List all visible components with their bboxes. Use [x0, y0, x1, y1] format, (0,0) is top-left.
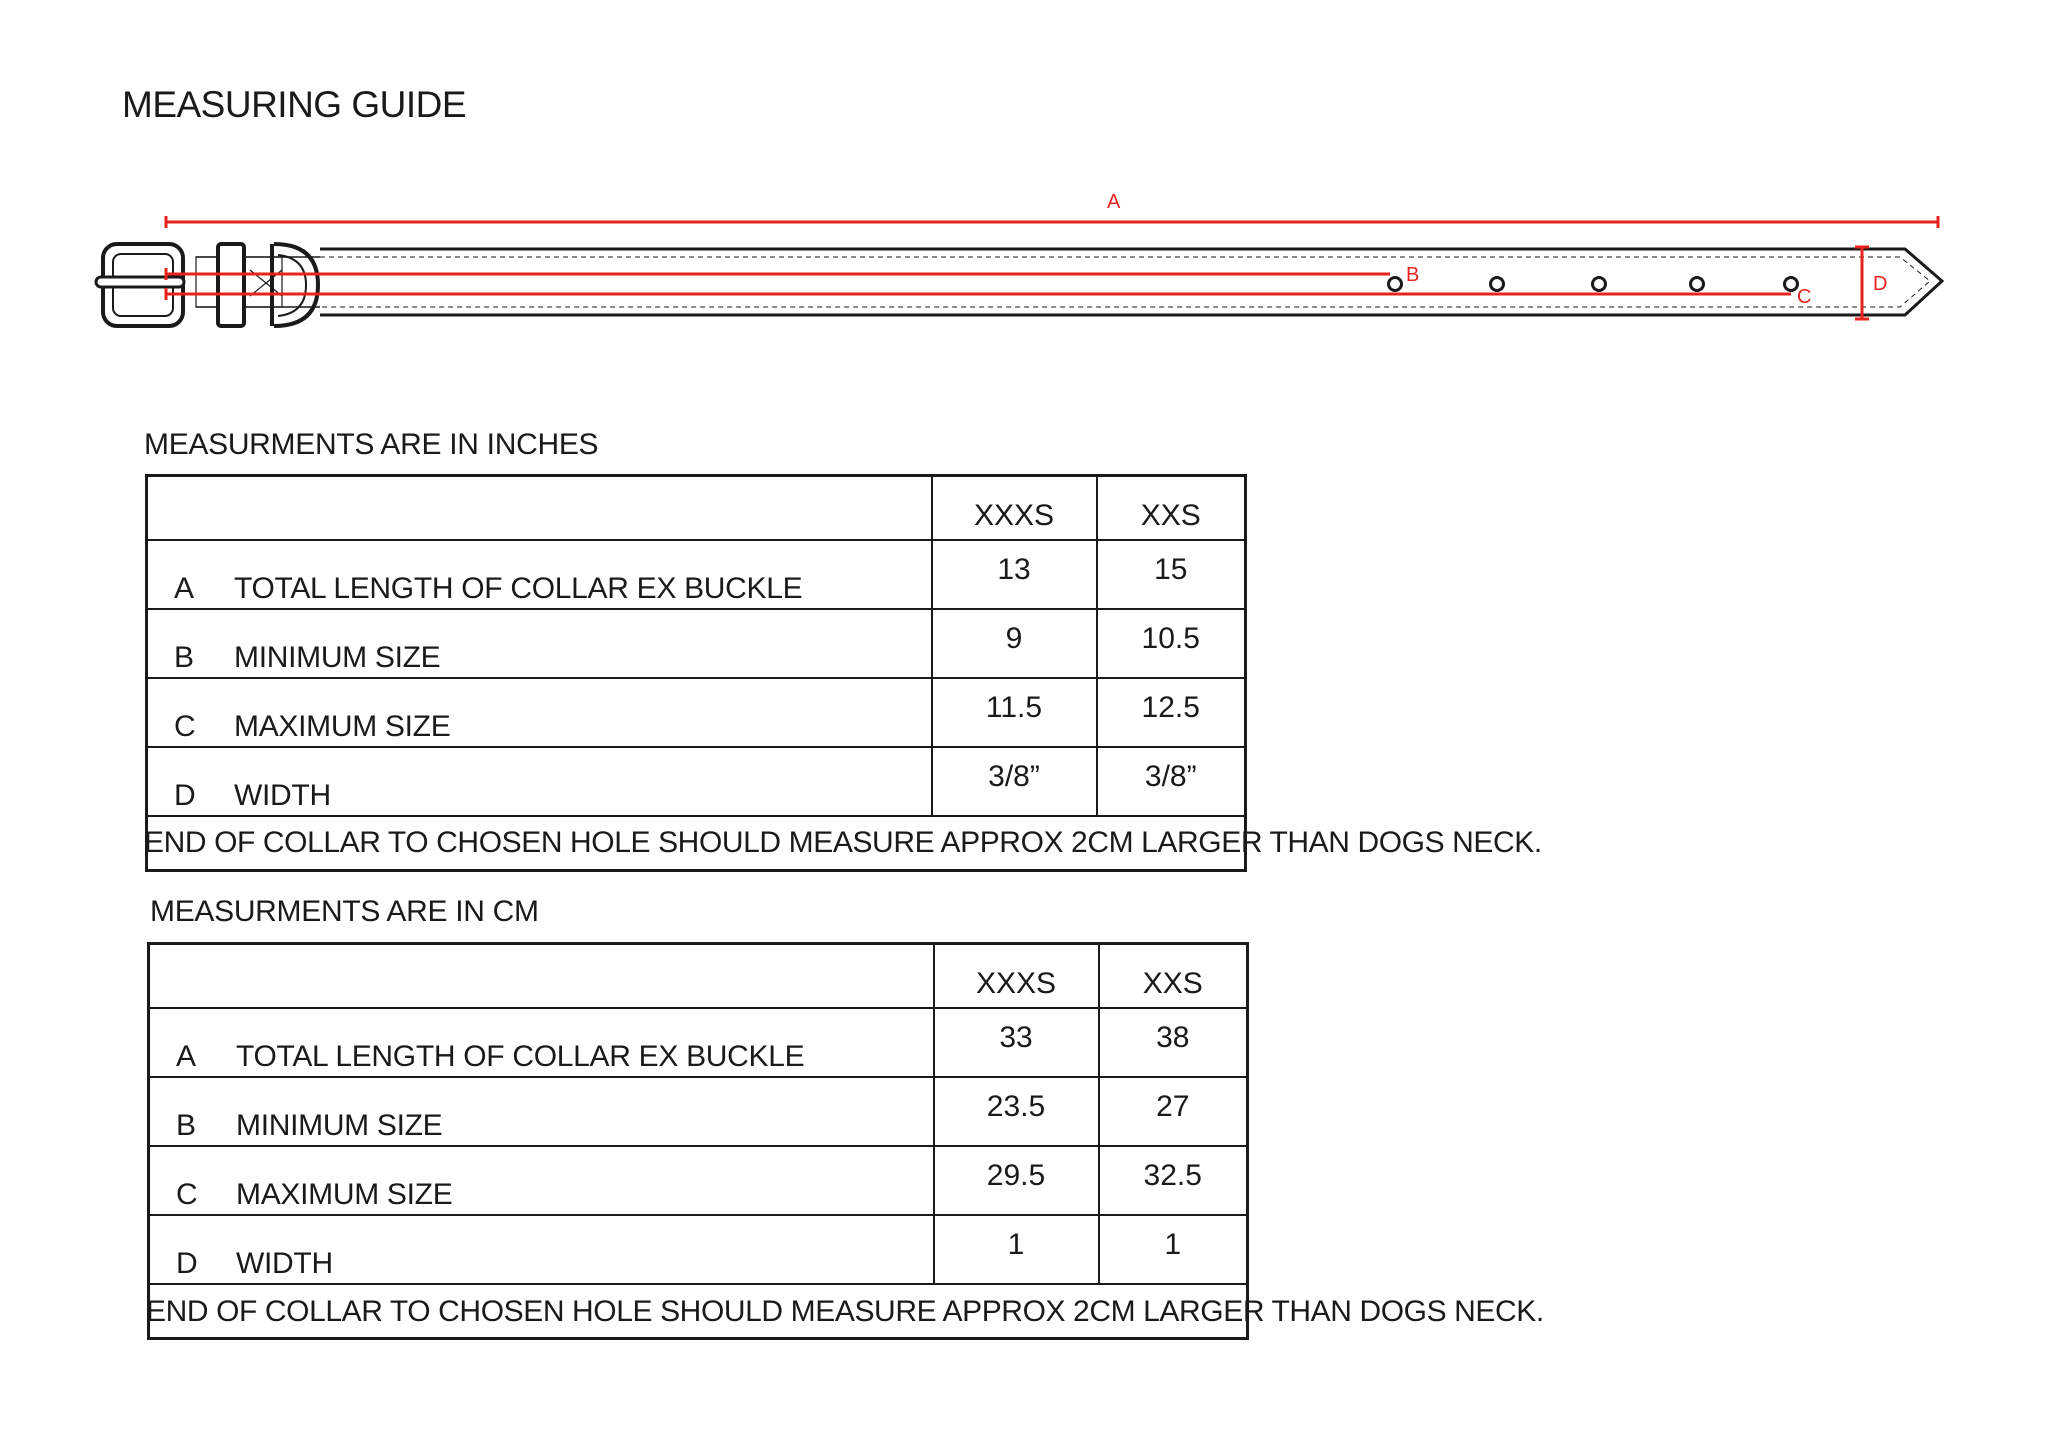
row-letter: A — [174, 572, 195, 605]
collar-hole — [1491, 278, 1504, 291]
value-cell: 23.5 — [934, 1077, 1099, 1146]
table-row — [149, 1008, 1248, 1077]
row-label-cell — [147, 609, 932, 678]
table-row — [147, 747, 1246, 816]
header-empty-cell — [147, 476, 932, 541]
table-header-row — [147, 476, 1246, 541]
table-row — [147, 609, 1246, 678]
row-label: MAXIMUM SIZE — [234, 710, 451, 743]
value-cell: 1 — [934, 1215, 1099, 1284]
value-cell: 10.5 — [1097, 609, 1246, 678]
column-header-xxs: XXS — [1097, 476, 1246, 541]
row-label-cell — [149, 1215, 934, 1284]
column-header-xxs: XXS — [1099, 944, 1248, 1009]
table-row — [147, 540, 1246, 609]
table-row — [149, 1146, 1248, 1215]
cm-size-table — [147, 942, 1249, 1340]
value-cell: 13 — [932, 540, 1097, 609]
inches-fit-note: END OF COLLAR TO CHOSEN HOLE SHOULD MEASURE APPROX 2CM LARGER THAN DOGS NECK. — [144, 826, 1542, 859]
row-label: WIDTH — [236, 1247, 333, 1280]
value-cell: 3/8” — [1097, 747, 1246, 816]
row-label-cell — [149, 1146, 934, 1215]
row-label-cell — [147, 747, 932, 816]
keeper-loop — [218, 244, 244, 326]
dimension-label-b: B — [1406, 264, 1420, 286]
inches-table-caption: MEASURMENTS ARE IN INCHES — [144, 428, 599, 461]
row-letter: C — [176, 1178, 198, 1211]
row-label-cell — [149, 1077, 934, 1146]
value-cell: 11.5 — [932, 678, 1097, 747]
row-label: TOTAL LENGTH OF COLLAR EX BUCKLE — [236, 1040, 805, 1073]
row-letter: A — [176, 1040, 197, 1073]
collar-hole — [1389, 278, 1402, 291]
row-letter: B — [176, 1109, 197, 1142]
table-row — [149, 1077, 1248, 1146]
collar-hole — [1785, 278, 1798, 291]
value-cell: 1 — [1099, 1215, 1248, 1284]
value-cell: 32.5 — [1099, 1146, 1248, 1215]
row-letter: D — [176, 1247, 198, 1280]
value-cell: 29.5 — [934, 1146, 1099, 1215]
header-empty-cell — [149, 944, 934, 1009]
dimension-label-c: C — [1797, 286, 1812, 308]
table-header-row — [149, 944, 1248, 1009]
value-cell: 38 — [1099, 1008, 1248, 1077]
table-row — [149, 1215, 1248, 1284]
value-cell: 27 — [1099, 1077, 1248, 1146]
page-title: MEASURING GUIDE — [122, 84, 467, 125]
collar-measurement-diagram — [0, 0, 2048, 360]
value-cell: 33 — [934, 1008, 1099, 1077]
value-cell: 15 — [1097, 540, 1246, 609]
collar-stitching — [320, 257, 1930, 307]
row-label: MINIMUM SIZE — [236, 1109, 443, 1142]
row-letter: C — [174, 710, 196, 743]
value-cell: 3/8” — [932, 747, 1097, 816]
row-label: TOTAL LENGTH OF COLLAR EX BUCKLE — [234, 572, 803, 605]
table-row — [147, 678, 1246, 747]
value-cell: 12.5 — [1097, 678, 1246, 747]
row-label: WIDTH — [234, 779, 331, 812]
buckle-pin — [96, 277, 184, 287]
dimension-label-d: D — [1873, 273, 1888, 295]
dimension-label-a: A — [1107, 191, 1121, 213]
row-label: MAXIMUM SIZE — [236, 1178, 453, 1211]
cm-fit-note: END OF COLLAR TO CHOSEN HOLE SHOULD MEASURE APPROX 2CM LARGER THAN DOGS NECK. — [146, 1295, 1544, 1328]
column-header-xxxs: XXXS — [932, 476, 1097, 541]
row-label-cell — [147, 678, 932, 747]
row-letter: D — [174, 779, 196, 812]
collar-hole — [1691, 278, 1704, 291]
row-label-cell — [149, 1008, 934, 1077]
row-letter: B — [174, 641, 195, 674]
row-label-cell — [147, 540, 932, 609]
row-label: MINIMUM SIZE — [234, 641, 441, 674]
column-header-xxxs: XXXS — [934, 944, 1099, 1009]
value-cell: 9 — [932, 609, 1097, 678]
collar-hole — [1593, 278, 1606, 291]
cm-table-caption: MEASURMENTS ARE IN CM — [150, 895, 539, 928]
inches-size-table — [145, 474, 1247, 872]
